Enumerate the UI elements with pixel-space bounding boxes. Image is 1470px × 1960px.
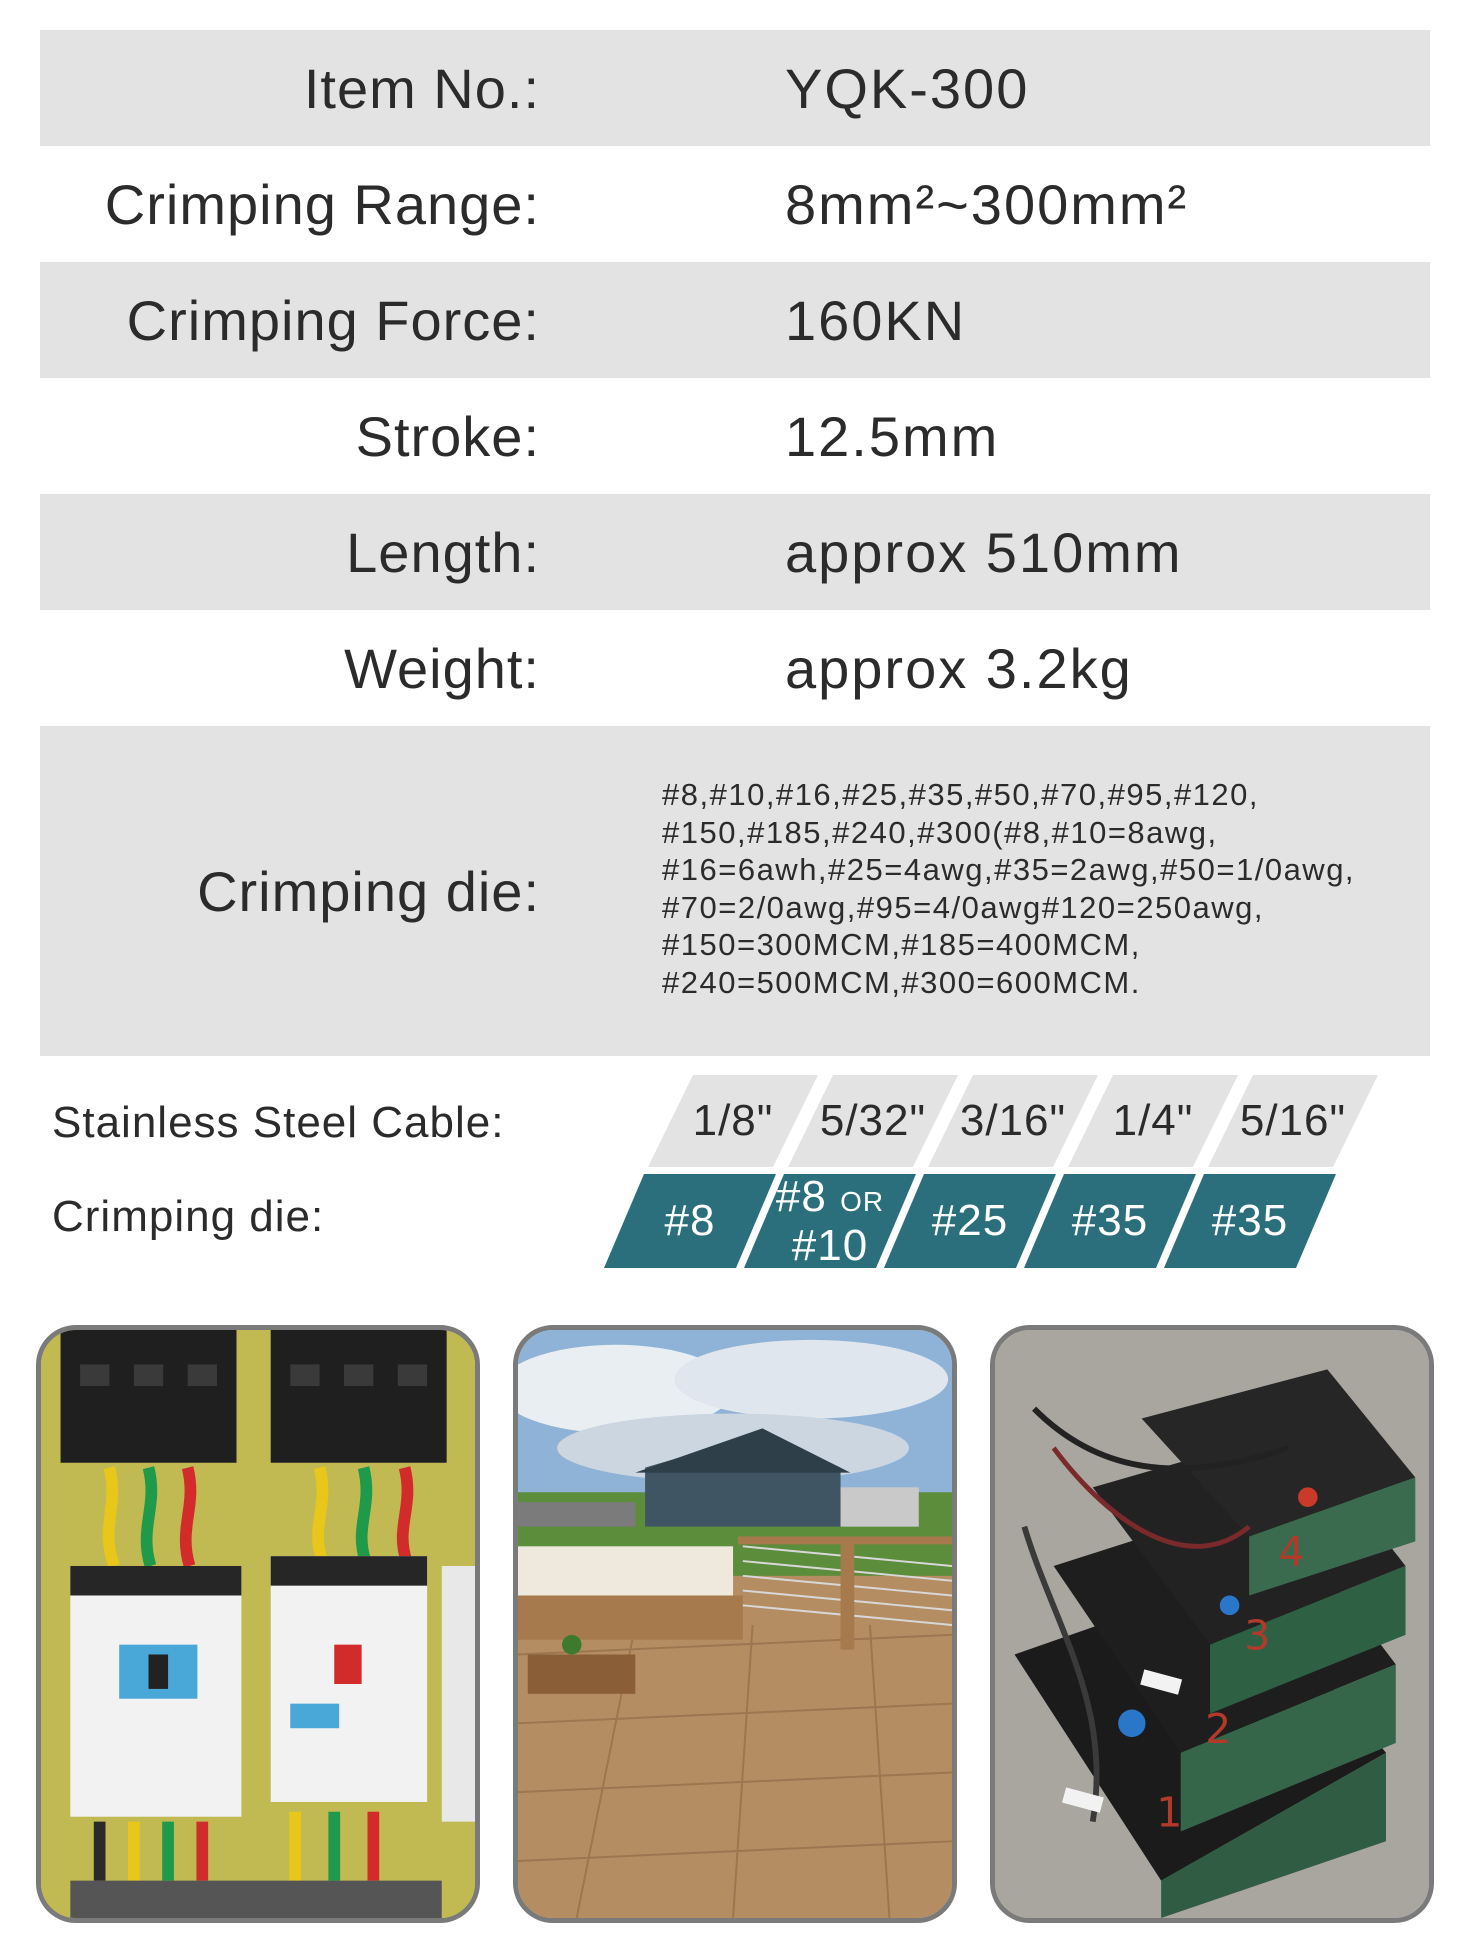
spec-label: Item No.: <box>303 56 540 120</box>
battery-number: 2 <box>1205 1704 1232 1754</box>
spec-row-crimping-range <box>40 146 1430 262</box>
battery-number: 3 <box>1244 1611 1271 1660</box>
spec-value: 12.5mm <box>785 404 1000 468</box>
spec-row-weight <box>40 610 1430 726</box>
die-text-line2: #10 <box>791 1220 869 1270</box>
spec-label: Crimping Force: <box>126 288 540 352</box>
die-cell <box>1164 1174 1336 1268</box>
crimping-die-list <box>662 776 1355 1001</box>
spec-table <box>40 30 1430 1056</box>
spec-value: YQK-300 <box>785 56 1030 120</box>
crimping-die-line: #240=500MCM,#300=600MCM. <box>662 964 1141 1000</box>
spec-value: approx 3.2kg <box>785 636 1133 700</box>
die-text-line1: #8 <box>775 1171 827 1221</box>
cable-size-text: 3/16" <box>959 1096 1067 1145</box>
die-text: #35 <box>1211 1196 1289 1245</box>
spec-label: Stroke: <box>355 404 540 468</box>
crimping-die-line: #150=300MCM,#185=400MCM, <box>662 927 1141 962</box>
cable-label: Stainless Steel Cable: <box>52 1098 505 1147</box>
battery-number: 1 <box>1156 1788 1183 1837</box>
application-photos <box>0 1325 1470 1925</box>
spec-label: Length: <box>346 520 540 584</box>
cable-die-table <box>0 1070 1470 1280</box>
crimping-die-line: #70=2/0awg,#95=4/0awg#120=250awg, <box>662 889 1264 925</box>
electrical-panel-photo <box>36 1325 480 1923</box>
spec-row-length <box>40 494 1430 610</box>
cable-size-text: 1/4" <box>1112 1096 1194 1145</box>
die-text: #25 <box>931 1196 1009 1245</box>
spec-row-crimping-die <box>40 726 1430 1056</box>
die-text: #35 <box>1071 1196 1149 1245</box>
spec-label: Weight: <box>344 636 540 700</box>
spec-row-stroke <box>40 378 1430 494</box>
die-label: Crimping die: <box>52 1192 325 1241</box>
battery-number: 4 <box>1278 1527 1305 1577</box>
cable-size-text: 5/32" <box>819 1096 927 1145</box>
crimping-die-line: #8,#10,#16,#25,#35,#50,#70,#95,#120, <box>662 777 1260 812</box>
spec-value: 8mm²~300mm² <box>785 172 1189 236</box>
electrical-panel-icon <box>41 1330 475 1918</box>
spec-row-item-no <box>40 30 1430 146</box>
battery-bank-icon <box>995 1330 1429 1918</box>
die-text-or: OR <box>840 1185 885 1217</box>
cable-size-text: 5/16" <box>1239 1096 1347 1145</box>
die-text: #8 <box>664 1196 716 1245</box>
deck-cable-railing-photo <box>513 1325 957 1923</box>
spec-label: Crimping die: <box>197 859 540 923</box>
spec-row-crimping-force <box>40 262 1430 378</box>
crimping-die-line: #16=6awh,#25=4awg,#35=2awg,#50=1/0awg, <box>662 852 1356 887</box>
battery-bank-photo <box>990 1325 1434 1923</box>
spec-value: approx 510mm <box>785 520 1183 584</box>
spec-value: 160KN <box>785 288 967 352</box>
spec-label: Crimping Range: <box>104 172 540 236</box>
crimping-die-line: #150,#185,#240,#300(#8,#10=8awg, <box>662 814 1218 850</box>
deck-cable-railing-icon <box>518 1330 952 1918</box>
cable-size-text: 1/8" <box>692 1096 774 1145</box>
cable-size-cell <box>1208 1075 1378 1167</box>
